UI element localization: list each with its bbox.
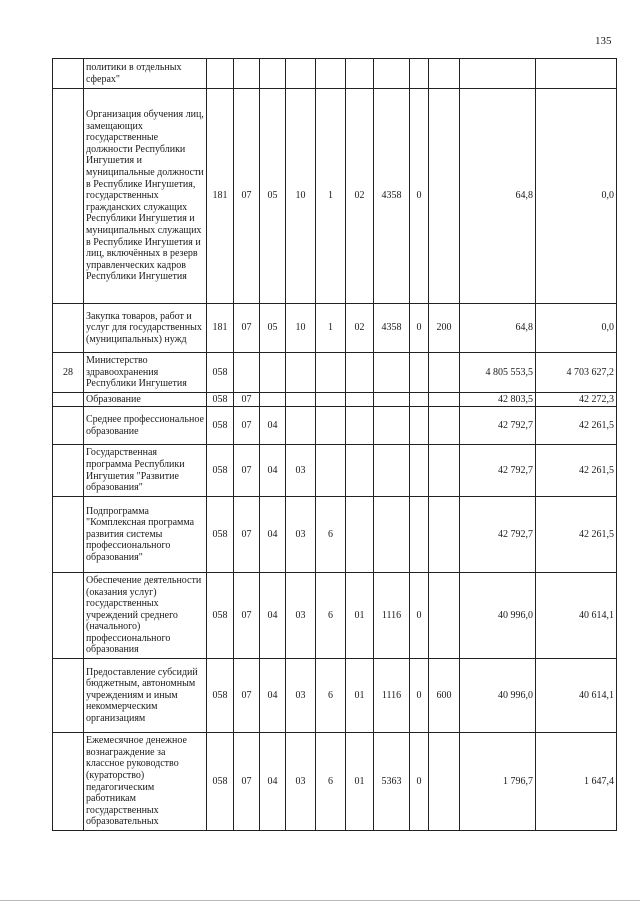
cell-ist: 0 [410, 733, 429, 831]
cell-pr: 04 [260, 407, 286, 445]
cell-sum1: 64,8 [460, 89, 536, 304]
cell-vr: 200 [429, 304, 460, 353]
cell-rz: 07 [234, 407, 260, 445]
cell-sum1: 40 996,0 [460, 659, 536, 733]
cell-rz: 07 [234, 497, 260, 573]
table-row [53, 89, 617, 304]
cell-subprog: 1 [316, 304, 346, 353]
cell-name: Обеспечение деятельности (оказания услуг) государственных учреждений среднего (начального) профессионального образования [84, 573, 207, 659]
cell-grbs: 181 [207, 89, 234, 304]
cell-ist: 0 [410, 304, 429, 353]
cell-ist [410, 445, 429, 497]
cell-idx [53, 445, 84, 497]
cell-ist: 0 [410, 659, 429, 733]
cell-name: Предоставление субсидий бюджетным, автономным учреждениям и иным некоммерческим организациям [84, 659, 207, 733]
scan-mark [0, 900, 640, 901]
cell-vr [429, 733, 460, 831]
cell-grbs: 058 [207, 573, 234, 659]
table-row [53, 407, 617, 445]
cell-subprog: 1 [316, 89, 346, 304]
cell-idx [53, 89, 84, 304]
table-row [53, 497, 617, 573]
cell-idx [53, 59, 84, 89]
cell-napr: 5363 [374, 733, 410, 831]
cell-prog: 10 [286, 304, 316, 353]
cell-napr: 4358 [374, 89, 410, 304]
cell-grbs: 181 [207, 304, 234, 353]
cell-ist: 0 [410, 89, 429, 304]
cell-vr [429, 445, 460, 497]
cell-sum1: 42 792,7 [460, 497, 536, 573]
cell-grbs: 058 [207, 393, 234, 407]
cell-prog: 03 [286, 497, 316, 573]
cell-mer [346, 393, 374, 407]
table-row [53, 393, 617, 407]
cell-vr [429, 393, 460, 407]
cell-pr [260, 353, 286, 393]
cell-mer [346, 353, 374, 393]
cell-vr [429, 497, 460, 573]
cell-ist [410, 59, 429, 89]
cell-ist [410, 497, 429, 573]
cell-pr: 05 [260, 89, 286, 304]
cell-idx [53, 733, 84, 831]
cell-sum2: 42 261,5 [536, 497, 617, 573]
table-row [53, 659, 617, 733]
cell-sum1: 42 803,5 [460, 393, 536, 407]
cell-subprog [316, 59, 346, 89]
cell-mer [346, 445, 374, 497]
cell-prog: 03 [286, 445, 316, 497]
cell-napr [374, 407, 410, 445]
cell-pr: 04 [260, 497, 286, 573]
cell-prog [286, 393, 316, 407]
cell-grbs: 058 [207, 659, 234, 733]
cell-pr: 04 [260, 573, 286, 659]
cell-sum1: 42 792,7 [460, 407, 536, 445]
cell-rz: 07 [234, 89, 260, 304]
cell-pr: 05 [260, 304, 286, 353]
cell-mer: 02 [346, 89, 374, 304]
cell-sum1: 64,8 [460, 304, 536, 353]
table-row [53, 59, 617, 89]
cell-sum2: 0,0 [536, 89, 617, 304]
cell-subprog: 6 [316, 497, 346, 573]
cell-subprog: 6 [316, 733, 346, 831]
cell-sum2: 42 261,5 [536, 407, 617, 445]
cell-pr: 04 [260, 659, 286, 733]
cell-grbs: 058 [207, 445, 234, 497]
cell-vr [429, 573, 460, 659]
cell-pr: 04 [260, 733, 286, 831]
cell-mer: 01 [346, 659, 374, 733]
cell-rz: 07 [234, 445, 260, 497]
cell-rz [234, 59, 260, 89]
cell-ist: 0 [410, 573, 429, 659]
cell-napr [374, 353, 410, 393]
cell-sum2: 4 703 627,2 [536, 353, 617, 393]
cell-mer: 01 [346, 733, 374, 831]
cell-name: Министерство здравоохранения Республики Ингушетия [84, 353, 207, 393]
cell-name: Организация обучения лиц, замещающих государственные должности Республики Ингушетия и муниципальные должности в Республике Ингушетия, государственных гражданских служащих Республики Ингушетия и муниципальных служащих в Республике Ингушетия и лиц, включённых в резерв управленческих кадров Республики Ингушетия [84, 89, 207, 304]
cell-name: Подпрограмма "Комплексная программа развития системы профессионального образования" [84, 497, 207, 573]
cell-name: Образование [84, 393, 207, 407]
cell-idx [53, 407, 84, 445]
cell-rz: 07 [234, 304, 260, 353]
cell-sum2: 40 614,1 [536, 659, 617, 733]
cell-idx: 28 [53, 353, 84, 393]
cell-rz: 07 [234, 659, 260, 733]
cell-vr [429, 59, 460, 89]
cell-idx [53, 497, 84, 573]
cell-sum1: 42 792,7 [460, 445, 536, 497]
cell-subprog [316, 407, 346, 445]
cell-name: Среднее профессиональное образование [84, 407, 207, 445]
table-row [53, 304, 617, 353]
cell-vr [429, 353, 460, 393]
cell-napr [374, 445, 410, 497]
cell-name: Ежемесячное денежное вознаграждение за классное руководство (кураторство) педагогическим работникам государственных образовательных [84, 733, 207, 831]
cell-grbs: 058 [207, 497, 234, 573]
cell-ist [410, 353, 429, 393]
cell-napr [374, 59, 410, 89]
cell-pr [260, 393, 286, 407]
cell-prog: 10 [286, 89, 316, 304]
cell-rz: 07 [234, 573, 260, 659]
cell-sum1: 4 805 553,5 [460, 353, 536, 393]
cell-prog [286, 407, 316, 445]
cell-mer: 02 [346, 304, 374, 353]
cell-mer: 01 [346, 573, 374, 659]
cell-prog [286, 59, 316, 89]
cell-rz: 07 [234, 733, 260, 831]
cell-sum2: 40 614,1 [536, 573, 617, 659]
table-row [53, 445, 617, 497]
cell-mer [346, 497, 374, 573]
cell-prog: 03 [286, 733, 316, 831]
cell-name: политики в отдельных сферах" [84, 59, 207, 89]
cell-vr [429, 407, 460, 445]
cell-ist [410, 407, 429, 445]
cell-napr [374, 393, 410, 407]
cell-grbs: 058 [207, 353, 234, 393]
cell-idx [53, 573, 84, 659]
cell-vr: 600 [429, 659, 460, 733]
cell-subprog [316, 393, 346, 407]
cell-sum2: 0,0 [536, 304, 617, 353]
cell-mer [346, 59, 374, 89]
cell-sum1: 40 996,0 [460, 573, 536, 659]
cell-subprog [316, 445, 346, 497]
cell-idx [53, 393, 84, 407]
cell-pr [260, 59, 286, 89]
cell-rz: 07 [234, 393, 260, 407]
cell-subprog: 6 [316, 573, 346, 659]
cell-sum2: 1 647,4 [536, 733, 617, 831]
cell-prog [286, 353, 316, 393]
cell-pr: 04 [260, 445, 286, 497]
cell-napr: 1116 [374, 659, 410, 733]
cell-grbs: 058 [207, 733, 234, 831]
cell-sum1 [460, 59, 536, 89]
cell-subprog: 6 [316, 659, 346, 733]
cell-sum1: 1 796,7 [460, 733, 536, 831]
cell-subprog [316, 353, 346, 393]
cell-grbs: 058 [207, 407, 234, 445]
cell-prog: 03 [286, 573, 316, 659]
cell-mer [346, 407, 374, 445]
cell-napr [374, 497, 410, 573]
cell-sum2: 42 261,5 [536, 445, 617, 497]
cell-rz [234, 353, 260, 393]
table-row [53, 573, 617, 659]
cell-idx [53, 659, 84, 733]
cell-name: Государственная программа Республики Ингушетия "Развитие образования" [84, 445, 207, 497]
table-body [53, 59, 617, 831]
table-row [53, 353, 617, 393]
cell-ist [410, 393, 429, 407]
table-row [53, 733, 617, 831]
cell-prog: 03 [286, 659, 316, 733]
cell-idx [53, 304, 84, 353]
cell-sum2 [536, 59, 617, 89]
cell-vr [429, 89, 460, 304]
budget-table [52, 58, 617, 831]
cell-napr: 1116 [374, 573, 410, 659]
cell-grbs [207, 59, 234, 89]
cell-sum2: 42 272,3 [536, 393, 617, 407]
cell-napr: 4358 [374, 304, 410, 353]
cell-name: Закупка товаров, работ и услуг для государственных (муниципальных) нужд [84, 304, 207, 353]
page-number: 135 [595, 35, 612, 47]
